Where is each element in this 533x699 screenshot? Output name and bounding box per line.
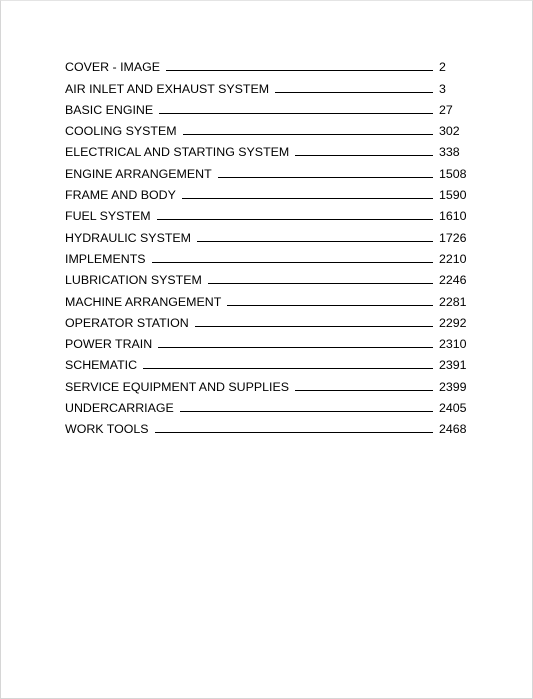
toc-entry-fuel-system[interactable] xyxy=(65,202,473,223)
toc-entry-page: 3 xyxy=(439,81,446,96)
toc-entry-page: 2 xyxy=(439,60,446,75)
toc-entry-page: 27 xyxy=(439,102,453,117)
toc-leader-line xyxy=(227,305,433,306)
toc-entry-cover-image[interactable] xyxy=(65,53,473,74)
toc-leader-line xyxy=(197,241,433,242)
toc-entry-title: SCHEMATIC xyxy=(65,358,138,373)
toc-entry-title: ENGINE ARRANGEMENT xyxy=(65,166,212,181)
toc-leader-line xyxy=(275,92,433,93)
toc-entry-title: ELECTRICAL AND STARTING SYSTEM xyxy=(65,145,290,160)
toc-leader-line xyxy=(295,390,433,391)
toc-entry-work-tools[interactable] xyxy=(65,415,473,436)
toc-entry-power-train[interactable] xyxy=(65,330,473,351)
toc-entry-title: LUBRICATION SYSTEM xyxy=(65,273,202,288)
toc-entry-operator-station[interactable] xyxy=(65,309,473,330)
toc-entry-page: 2281 xyxy=(439,294,467,309)
toc-entry-page: 1726 xyxy=(439,230,467,245)
toc-entry-implements[interactable] xyxy=(65,245,473,266)
toc-entry-title: FUEL SYSTEM xyxy=(65,209,151,224)
toc-entry-frame-and-body[interactable] xyxy=(65,181,473,202)
toc-entry-air-inlet-and-exhaust-system[interactable] xyxy=(65,74,473,95)
toc-entry-title: UNDERCARRIAGE xyxy=(65,401,174,416)
toc-leader-line xyxy=(158,347,433,348)
toc-entry-title: OPERATOR STATION xyxy=(65,315,189,330)
toc-leader-line xyxy=(152,262,433,263)
toc-entry-basic-engine[interactable] xyxy=(65,96,473,117)
toc-leader-line xyxy=(218,177,433,178)
toc-entry-electrical-and-starting-system[interactable] xyxy=(65,138,473,159)
toc-entry-title: FRAME AND BODY xyxy=(65,188,176,203)
toc-entry-title: MACHINE ARRANGEMENT xyxy=(65,294,222,309)
toc-entry-page: 302 xyxy=(439,124,460,139)
toc-entry-page: 1590 xyxy=(439,188,467,203)
toc-entry-title: AIR INLET AND EXHAUST SYSTEM xyxy=(65,81,270,96)
toc-leader-line xyxy=(157,219,433,220)
toc-entry-page: 2210 xyxy=(439,251,467,266)
toc-entry-machine-arrangement[interactable] xyxy=(65,287,473,308)
toc-entry-engine-arrangement[interactable] xyxy=(65,159,473,180)
toc-leader-line xyxy=(180,411,433,412)
toc-entry-page: 338 xyxy=(439,145,460,160)
toc-entry-page: 2468 xyxy=(439,422,467,437)
toc-entry-page: 2391 xyxy=(439,358,467,373)
toc-leader-line xyxy=(295,155,433,156)
toc-leader-line xyxy=(155,432,433,433)
toc-leader-line xyxy=(183,134,433,135)
toc-entry-title: HYDRAULIC SYSTEM xyxy=(65,230,191,245)
toc-entry-title: COOLING SYSTEM xyxy=(65,124,177,139)
toc-entry-page: 2310 xyxy=(439,337,467,352)
toc-leader-line xyxy=(208,283,433,284)
toc-entry-hydraulic-system[interactable] xyxy=(65,223,473,244)
toc-leader-line xyxy=(143,368,433,369)
toc-entry-lubrication-system[interactable] xyxy=(65,266,473,287)
toc-entry-title: WORK TOOLS xyxy=(65,422,149,437)
toc-entry-title: POWER TRAIN xyxy=(65,337,153,352)
toc-entry-page: 2399 xyxy=(439,379,467,394)
toc-leader-line xyxy=(166,70,433,71)
toc-entry-page: 2292 xyxy=(439,315,467,330)
table-of-contents xyxy=(65,53,473,436)
toc-entry-schematic[interactable] xyxy=(65,351,473,372)
toc-entry-title: SERVICE EQUIPMENT AND SUPPLIES xyxy=(65,379,290,394)
toc-entry-title: COVER - IMAGE xyxy=(65,60,161,75)
toc-entry-cooling-system[interactable] xyxy=(65,117,473,138)
toc-entry-service-equipment-and-supplies[interactable] xyxy=(65,372,473,393)
toc-entry-page: 1610 xyxy=(439,209,467,224)
toc-entry-page: 2246 xyxy=(439,273,467,288)
toc-leader-line xyxy=(195,326,433,327)
toc-leader-line xyxy=(159,113,433,114)
toc-entry-title: BASIC ENGINE xyxy=(65,102,154,117)
toc-entry-undercarriage[interactable] xyxy=(65,394,473,415)
toc-leader-line xyxy=(182,198,433,199)
toc-entry-page: 1508 xyxy=(439,166,467,181)
toc-entry-page: 2405 xyxy=(439,401,467,416)
toc-entry-title: IMPLEMENTS xyxy=(65,251,146,266)
